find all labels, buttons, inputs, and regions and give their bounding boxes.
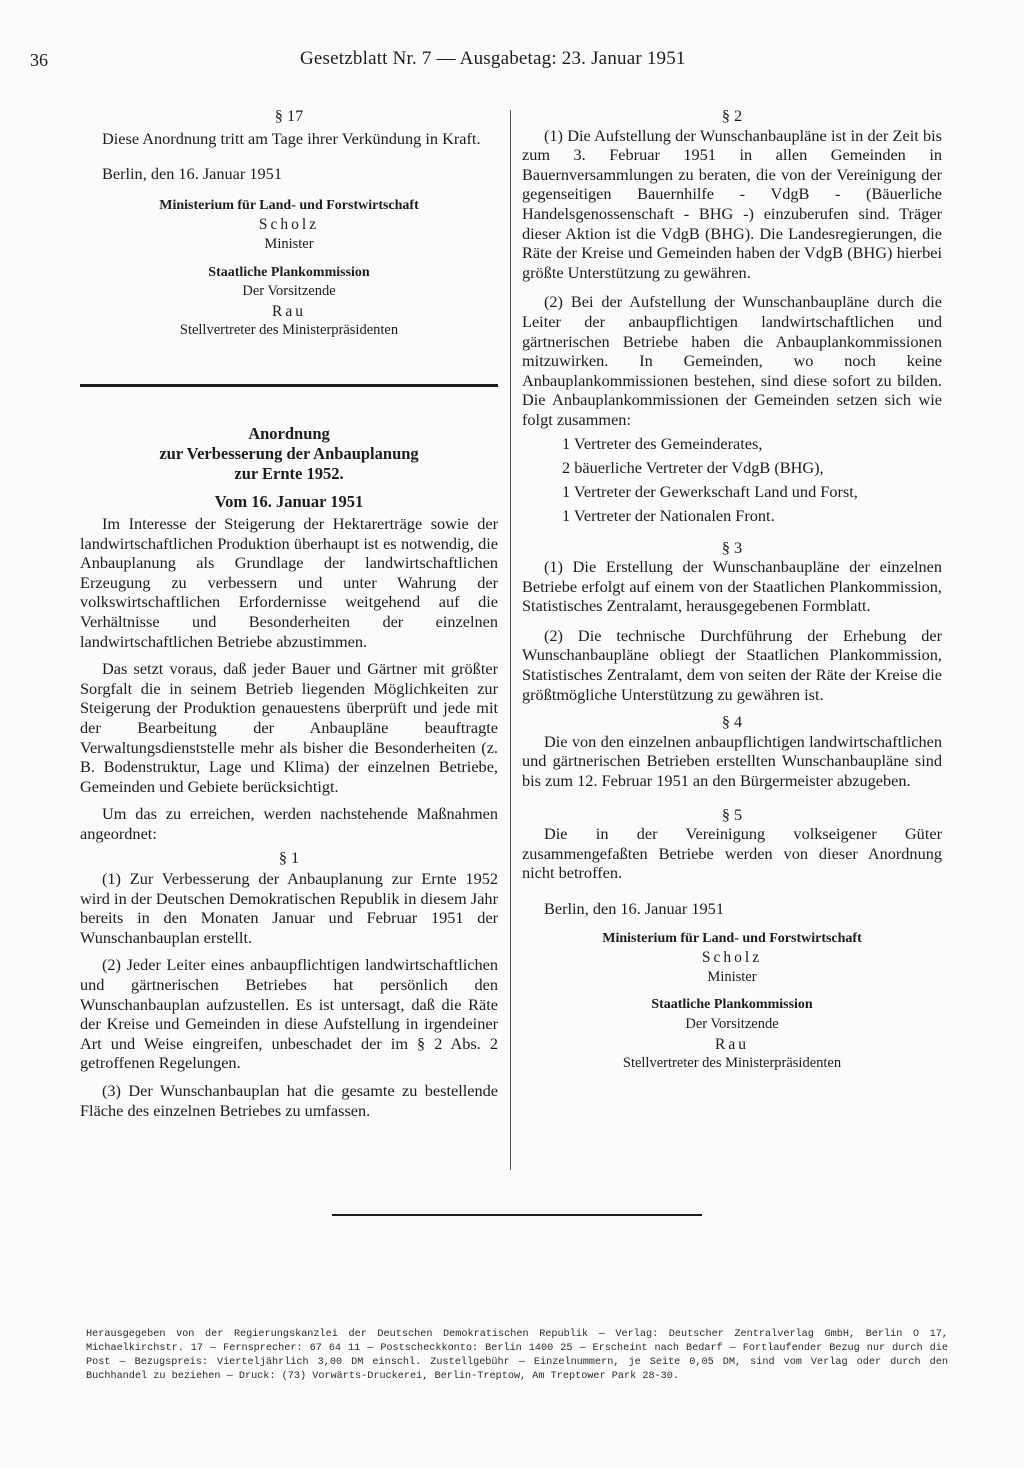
signatory-title-4: Stellvertreter des Ministerpräsidenten — [622, 1055, 842, 1072]
commission-members-list — [522, 432, 942, 528]
section-divider — [80, 384, 498, 387]
list-item: 1 Vertreter der Gewerkschaft Land und Forst, — [562, 481, 858, 501]
signatory-role-4: Der Vorsitzende — [685, 1015, 779, 1032]
section-2-para-1: (1) Die Aufstellung der Wunschanbaupläne ist in der Zeit bis zum 3. Februar 1951 in allen Gemeinden in Bauernversammlungen zu beraten, die von der Vereinigung der gegenseitigen Bauernhilfe - VdgB - (Bäuerliche Handelsgenossenschaft - BHG -) einzuberufen sind. Träger dieser Aktion ist die VdgB (BHG). Die Landesregierungen, die Räte der Kreise und Gemeinden haben der VdgB (BHG) hierbei größte Unterstützung zu gewähren. — [522, 125, 942, 282]
column-separator — [510, 110, 511, 1170]
signatory-name-4: Rau — [715, 1035, 749, 1053]
intro-paragraph-3: Um das zu erreichen, werden nachstehende Maßnahmen angeordnet: — [80, 804, 498, 843]
signatory-ministry-3: Ministerium für Land- und Forstwirtschaft — [602, 930, 862, 946]
signatory-ministry-1: Ministerium für Land- und Forstwirtschaft — [159, 197, 419, 213]
signatory-ministry-2: Staatliche Plankommission — [208, 264, 370, 280]
section-4-heading: § 4 — [721, 712, 743, 732]
section-17-text: Diese Anordnung tritt am Tage ihrer Verkündung in Kraft. — [102, 128, 481, 148]
signatory-name-3: Scholz — [701, 949, 763, 967]
page-header-title: Gesetzblatt Nr. 7 — Ausgabetag: 23. Januar 1951 — [300, 48, 686, 69]
signatory-role-2: Der Vorsitzende — [242, 283, 336, 300]
signatory-name-1: Scholz — [258, 216, 320, 234]
left-column — [80, 106, 498, 341]
section-5-heading: § 5 — [721, 804, 743, 824]
signing-date: Berlin, den 16. Januar 1951 — [102, 164, 282, 184]
page-number: 36 — [30, 50, 48, 70]
list-item: 2 bäuerliche Vertreter der VdgB (BHG), — [562, 457, 824, 477]
section-2-heading: § 2 — [721, 106, 743, 125]
signatory-title-2: Stellvertreter des Ministerpräsidenten — [179, 322, 399, 339]
ordinance-date: Vom 16. Januar 1951 — [214, 492, 364, 511]
intro-paragraph-1: Im Interesse der Steigerung der Hektarerträge sowie der landwirtschaftlichen Produktion überhaupt ist es notwendig, die Anbauplanung als Grundlage der landwirtschaftlichen Erzeugung zu verbessern und unter Wahrung der volkswirtschaftlichen Erfordernisse weitgehend auf die Verhältnisse und Besonderheiten der einzelnen landwirtschaftlichen Betriebe abzustimmen. — [80, 514, 498, 651]
left-column-ordinance — [80, 424, 498, 1120]
closing-rule — [332, 1214, 702, 1216]
list-item: 1 Vertreter des Gemeinderates, — [562, 433, 763, 453]
section-4-para-1: Die von den einzelnen anbaupflichtigen landwirtschaftlichen und gärtnerischen Betrieben erstellten Wunschanbaupläne sind bis zum 12. Februar 1951 an den Bürgermeister abzugeben. — [522, 731, 942, 791]
ordinance-title-1: Anordnung — [248, 424, 330, 443]
section-3-heading: § 3 — [721, 537, 743, 557]
signing-date-2: Berlin, den 16. Januar 1951 — [544, 899, 724, 918]
section-1-para-1: (1) Zur Verbesserung der Anbauplanung zur Ernte 1952 wird in der Deutschen Demokratischen Republik in diesem Jahr bereits in den Monaten Januar und Februar 1951 der Wunschanbauplan erstellt. — [80, 869, 498, 947]
section-1-para-2: (2) Jeder Leiter eines anbaupflichtigen landwirtschaftlichen und gärtnerischen Betriebes hat persönlich den Wunschanbauplan aufzustellen. Es ist untersagt, daß die Räte der Kreise und Gemeinden in diese Aufstellung in irgendeiner Art und Weise eingreifen, unbeschadet der im § 2 Abs. 2 getroffenen Regelungen. — [80, 955, 498, 1073]
section-3-para-2: (2) Die technische Durchführung der Erhebung der Wunschanbaupläne obliegt der Staatlichen Plankommission, Statistisches Zentralamt, dem von seiten der Räte der Kreise die größtmögliche Unterstützung zu gewähren ist. — [522, 625, 942, 704]
ordinance-title-3: zur Ernte 1952. — [234, 464, 344, 483]
section-3-para-1: (1) Die Erstellung der Wunschanbaupläne der einzelnen Betriebe erfolgt auf einem von der Staatlichen Plankommission, Statistisches Zentralamt, herausgegebenen Formblatt. — [522, 557, 942, 616]
section-5-para-1: Die in der Vereinigung volkseigener Güter zusammengefaßten Betriebe werden von dieser Anordnung nicht betroffen. — [522, 824, 942, 883]
list-item: 1 Vertreter der Nationalen Front. — [562, 505, 775, 525]
footer-imprint: Herausgegeben von der Regierungskanzlei der Deutschen Demokratischen Republik — Verlag: Deutscher Zentralverlag GmbH, Berlin O 17, Michaelkirchstr. 17 — Fernsprecher: 67 64 11 — Postscheckkonto: Berlin 1400 25 — Erscheint nach Bedarf — Fortlaufender Bezug nur durch die Post — Bezugspreis: Vierteljährlich 3,00 DM einschl. Zustellgebühr — Einzelnummern, je Seite 0,05 DM, sind vom Verlag oder durch den Buchhandel zu beziehen — Druck: (73) Vorwärts-Druckerei, Berlin-Treptow, Am Treptower Park 28-30. — [86, 1329, 948, 1382]
section-1-heading: § 1 — [278, 847, 300, 867]
ordinance-title-2: zur Verbesserung der Anbauplanung — [159, 444, 419, 463]
right-column — [522, 106, 942, 1074]
signatory-role-3: Minister — [707, 968, 757, 985]
section-1-para-3: (3) Der Wunschanbauplan hat die gesamte zu bestellende Fläche des einzelnen Betriebes zu umfassen. — [80, 1081, 498, 1120]
signatory-name-2: Rau — [272, 302, 306, 320]
section-2-para-2: (2) Bei der Aufstellung der Wunschanbaupläne durch die Leiter der anbaupflichtigen landwirtschaftlichen und gärtnerischen Betriebe haben die Anbauplankommissionen mitzuwirken. In Gemeinden, wo noch keine Anbauplankommissionen bestehen, sind diese sofort zu bilden. Die Anbauplankommissionen der Gemeinden setzen sich wie folgt zusammen: — [522, 292, 942, 429]
section-17-heading: § 17 — [274, 106, 304, 125]
intro-paragraph-2: Das setzt voraus, daß jeder Bauer und Gärtner mit größter Sorgfalt die in seinem Betrieb liegenden Möglichkeiten zur Steigerung der Produktion genauestens überprüft und jede mit der Bearbeitung der Anbaupläne beauftragte Verwaltungsdienststelle mehr als bisher die Besonderheiten (z. B. Bodenstruktur, Lage und Klima) der einzelnen Betriebe, Gemeinden und Gebiete berücksichtigt. — [80, 659, 498, 796]
signatory-ministry-4: Staatliche Plankommission — [651, 997, 813, 1013]
signatory-role-1: Minister — [264, 235, 314, 252]
